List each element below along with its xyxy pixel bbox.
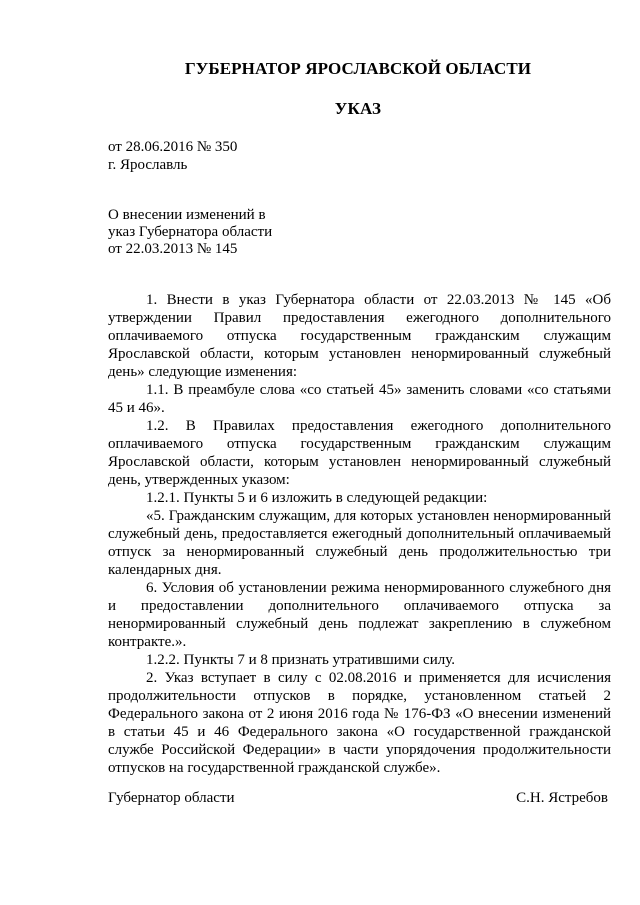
document-date-number: от 28.06.2016 № 350: [108, 139, 238, 155]
body-paragraph: 1. Внести в указ Губернатора области от 22.03.2013 № 145 «Об утверждении Правил предоставления ежегодного дополнительного оплачиваемого отпуска государственным гражданским служащим Ярославской области, которым установлен ненормированный служебный день» следующие изменения:: [108, 292, 611, 380]
body-paragraph: 2. Указ вступает в силу с 02.08.2016 и применяется для исчисления продолжительности отпусков в порядке, установленном статьей 2 Федерального закона от 2 июня 2016 года № 176-ФЗ «О внесении изменений в статьи 45 и 46 Федерального закона «О государственной гражданской службе Российской Федерации» в части упорядочения продолжительности отпусков на государственной гражданской службе».: [108, 670, 611, 776]
signatory-position: Губернатор области: [108, 790, 235, 806]
subject-line: О внесении изменений в: [108, 207, 266, 223]
document-subject: [108, 207, 272, 258]
body-paragraph: 1.2.1. Пункты 5 и 6 изложить в следующей редакции:: [146, 490, 488, 506]
body-paragraph: 1.1. В преамбуле слова «со статьей 45» заменить словами «со статьями 45 и 46».: [108, 382, 611, 416]
issuing-authority-title: ГУБЕРНАТОР ЯРОСЛАВСКОЙ ОБЛАСТИ: [184, 59, 532, 78]
body-paragraph: «5. Гражданским служащим, для которых установлен ненормированный служебный день, предоставляется ежегодный дополнительный оплачиваемый отпуск за ненормированный служебный день продолжительностью три календарных дня.: [108, 508, 611, 578]
body-paragraph: 1.2.2. Пункты 7 и 8 признать утратившими силу.: [146, 652, 455, 668]
body-paragraph: 6. Условия об установлении режима ненормированного служебного дня и предоставлении дополнительного оплачиваемого отпуска за ненормированный служебный день подлежат закреплению в служебном контракте.».: [108, 580, 611, 650]
document-city: г. Ярославль: [108, 157, 188, 173]
signatory-name: С.Н. Ястребов: [516, 790, 608, 806]
subject-line: от 22.03.2013 № 145: [108, 241, 238, 257]
document-body: [108, 291, 611, 777]
document-type-title: УКАЗ: [334, 99, 382, 118]
signature-block: [108, 790, 608, 807]
document-meta: [108, 138, 237, 174]
body-paragraph: 1.2. В Правилах предоставления ежегодного дополнительного оплачиваемого отпуска государственным гражданским служащим Ярославской области, которым установлен ненормированный служебный день, утвержденных указом:: [108, 418, 611, 488]
subject-line: указ Губернатора области: [108, 224, 273, 240]
